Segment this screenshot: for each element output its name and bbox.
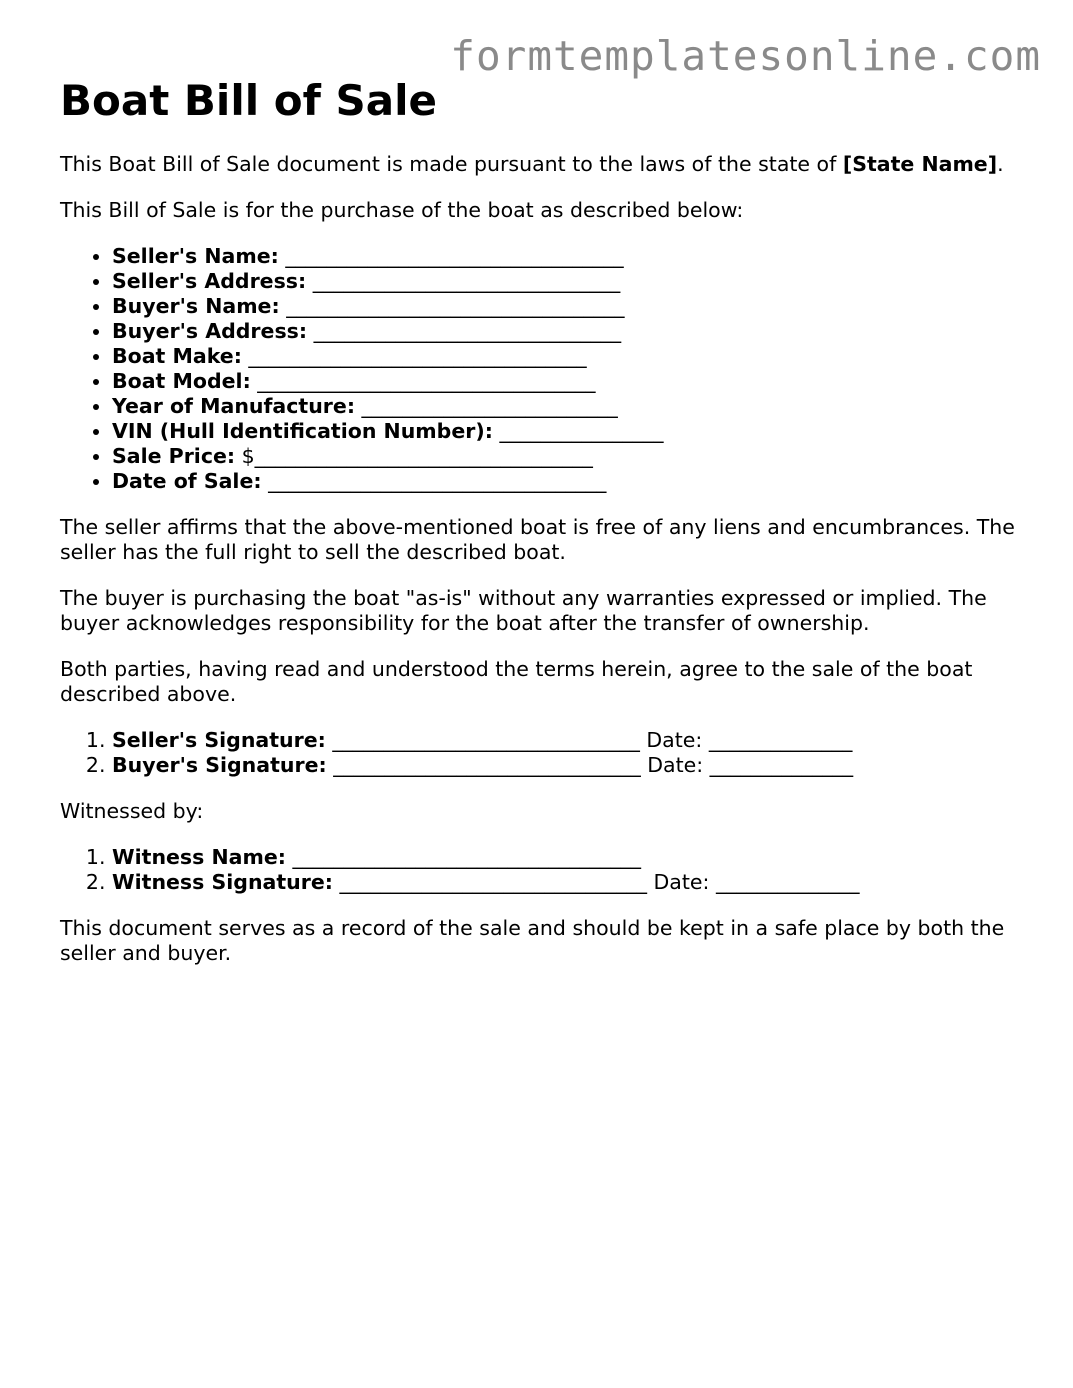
closing-paragraph: This document serves as a record of the sale and should be kept in a safe place by both the seller and buyer. (60, 916, 1005, 965)
field-label: Seller's Name: (112, 244, 279, 268)
field-vin (112, 419, 1020, 444)
field-blank: _________________________________ (241, 344, 587, 368)
field-sale-price (112, 444, 1020, 469)
field-label: Year of Manufacture: (112, 394, 356, 418)
field-sellers-name (112, 244, 1020, 269)
signature-label: Buyer's Signature: (112, 753, 327, 777)
field-label: Boat Make: (112, 344, 242, 368)
sellers-signature-line (112, 728, 1020, 753)
field-label: Buyer's Name: (112, 294, 280, 318)
field-blank: _________________________________ (278, 244, 624, 268)
field-label: Sale Price: (112, 444, 236, 468)
field-blank: $_________________________________ (235, 444, 593, 468)
field-label: Buyer's Address: (112, 319, 308, 343)
document-body (60, 74, 1020, 987)
intro-end: . (997, 152, 1004, 176)
intro-text: This Boat Bill of Sale document is made pursuant to the laws of the state of (60, 152, 843, 176)
purpose-paragraph: This Bill of Sale is for the purchase of the boat as described below: (60, 198, 744, 222)
field-blank: ______________________________ (307, 319, 622, 343)
agreement-paragraph: Both parties, having read and understood the terms herein, agree to the sale of the boat described above. (60, 657, 973, 706)
field-blank: _________________________________ (250, 369, 596, 393)
field-label: Date of Sale: (112, 469, 262, 493)
field-label: VIN (Hull Identification Number): (112, 419, 493, 443)
watermark: formtemplatesonline.com (450, 32, 1041, 80)
document-title: Boat Bill of Sale (60, 76, 437, 125)
signature-list (60, 728, 1020, 778)
boat-details-list (60, 244, 1020, 494)
field-blank: ______________________________ (306, 269, 621, 293)
liens-paragraph: The seller affirms that the above-mentioned boat is free of any liens and encumbrances. The seller has the full right to sell the described boat. (60, 515, 1015, 564)
field-boat-model (112, 369, 1020, 394)
field-blank: _________________________________ (279, 294, 625, 318)
field-label: Seller's Address: (112, 269, 307, 293)
intro-paragraph (60, 152, 1020, 177)
field-buyers-address (112, 319, 1020, 344)
buyers-signature-line (112, 753, 1020, 778)
witnessed-by-label: Witnessed by: (60, 799, 204, 823)
field-year-of-manufacture (112, 394, 1020, 419)
witness-list (60, 845, 1020, 895)
witness-label: Witness Name: (112, 845, 286, 869)
as-is-paragraph: The buyer is purchasing the boat "as-is" without any warranties expressed or implied. The buyer acknowledges responsibility for the boat after the transfer of ownership. (60, 586, 987, 635)
field-sellers-address (112, 269, 1020, 294)
field-buyers-name (112, 294, 1020, 319)
field-label: Boat Model: (112, 369, 251, 393)
witness-blank: ______________________________ Date: ______________ (332, 870, 860, 894)
field-blank: _________________________________ (261, 469, 607, 493)
state-name-placeholder: [State Name] (842, 152, 998, 176)
field-blank: _________________________ (355, 394, 618, 418)
signature-label: Seller's Signature: (112, 728, 326, 752)
signature-blank: ______________________________ Date: ______________ (325, 728, 853, 752)
witness-signature-line (112, 870, 1020, 895)
field-blank: ________________ (492, 419, 664, 443)
witness-label: Witness Signature: (112, 870, 333, 894)
witness-name-line (112, 845, 1020, 870)
witness-blank: __________________________________ (285, 845, 641, 869)
field-boat-make (112, 344, 1020, 369)
signature-blank: ______________________________ Date: ______________ (326, 753, 854, 777)
field-date-of-sale (112, 469, 1020, 494)
